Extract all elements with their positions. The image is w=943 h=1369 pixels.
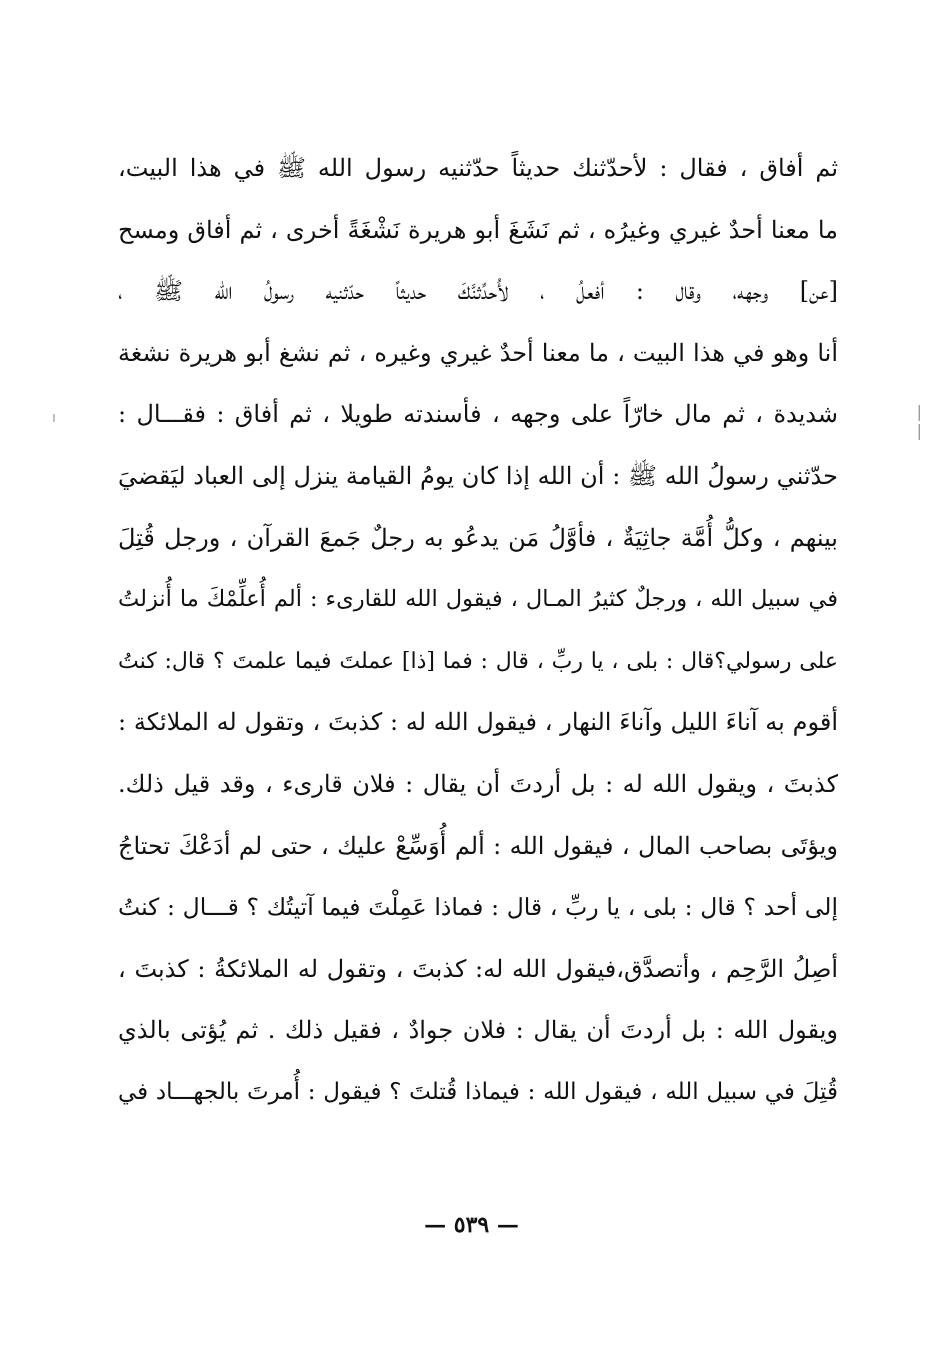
page-number: — ٥٣٩ — — [424, 1212, 519, 1238]
text-line: أصِلُ الرَّحِم ، وأتصدَّق،فيقول الله له: كذبتَ ، وتقول له الملائكةُ : كذبتَ ، — [118, 954, 838, 983]
text-line: أقوم به آناءَ الليل وآناءَ النهار ، فيقول الله له : كذبتَ ، وتقول له الملائكة : — [118, 708, 838, 737]
text-line: بينهم ، وكلُّ أُمَّة جاثِيَةٌ ، فأوَّلُ مَن يدعُو به رجلٌ جَمعَ القرآن ، ورجل قُتِلَ — [118, 523, 838, 552]
text-line: ثم أفاق ، فقال : لأحدّثنك حديثاً حدّثنيه رسول الله ﷺ في هذا البيت، — [118, 154, 838, 182]
text-line: أنا وهو في هذا البيت ، ما معنا أحدٌ غيري وغيره ، ثم نشغ أبو هريرة نشغة — [118, 338, 838, 367]
margin-mark-left: ı — [52, 410, 56, 426]
text-line: ويؤتَى بصاحب المال ، فيقول الله : ألم أُوَسِّعْ عليك ، حتى لم أدَعْكَ تحتاجُ — [118, 831, 838, 860]
text-line: ويقول الله : بل أردتَ أن يقال : فلان جوادٌ ، فقيل ذلك . ثم يُؤتى بالذي — [118, 1016, 838, 1045]
body-text — [118, 138, 838, 1124]
text-line: قُتِلَ في سبيل الله ، فيقول الله : فيماذا قُتلتَ ؟ فيقول : أُمرتَ بالجهـــاد في — [118, 1078, 838, 1105]
text-line: كذبتَ ، ويقول الله له : بل أردتَ أن يقال : فلان قارىء ، وقد قيل ذلك. — [118, 769, 838, 798]
text-line: إلى أحد ؟ قال : بلى ، يا ربِّ ، قال : فماذا عَمِلْتَ فيما آتيتُك ؟ قـــال : كنتُ — [118, 893, 838, 922]
text-line: شديدة ، ثم مال خارّاً على وجهه ، فأسندته طويلا ، ثم أفاق : فقـــال : — [118, 400, 838, 429]
text-line: في سبيل الله ، ورجلٌ كثيرُ المـال ، فيقول الله للقارىء : ألم أُعلِّمْكَ ما أُنزلتُ — [118, 586, 838, 613]
margin-mark-right: | | — [916, 402, 930, 440]
text-line: على رسولي؟قال : بلى ، يا ربِّ ، قال : فما [ذا] عملتَ فيما علمتَ ؟ قال: كنتُ — [118, 648, 838, 674]
text-line: [عن] وجهه، وقال : أفعلُ ، لأُحدِّثنَّكَ حديثاً حدّثنيه رسولُ الله ﷺ ، — [118, 277, 838, 306]
text-line: حدّثني رسولُ الله ﷺ : أن الله إذا كان يومُ القيامة ينزل إلى العباد ليَقضيَ — [118, 461, 838, 490]
text-line: ما معنا أحدٌ غيري وغيرُه ، ثم نَشَغَ أبو هريرة نَشْغَةً أخرى ، ثم أفاق ومسح — [118, 215, 838, 244]
